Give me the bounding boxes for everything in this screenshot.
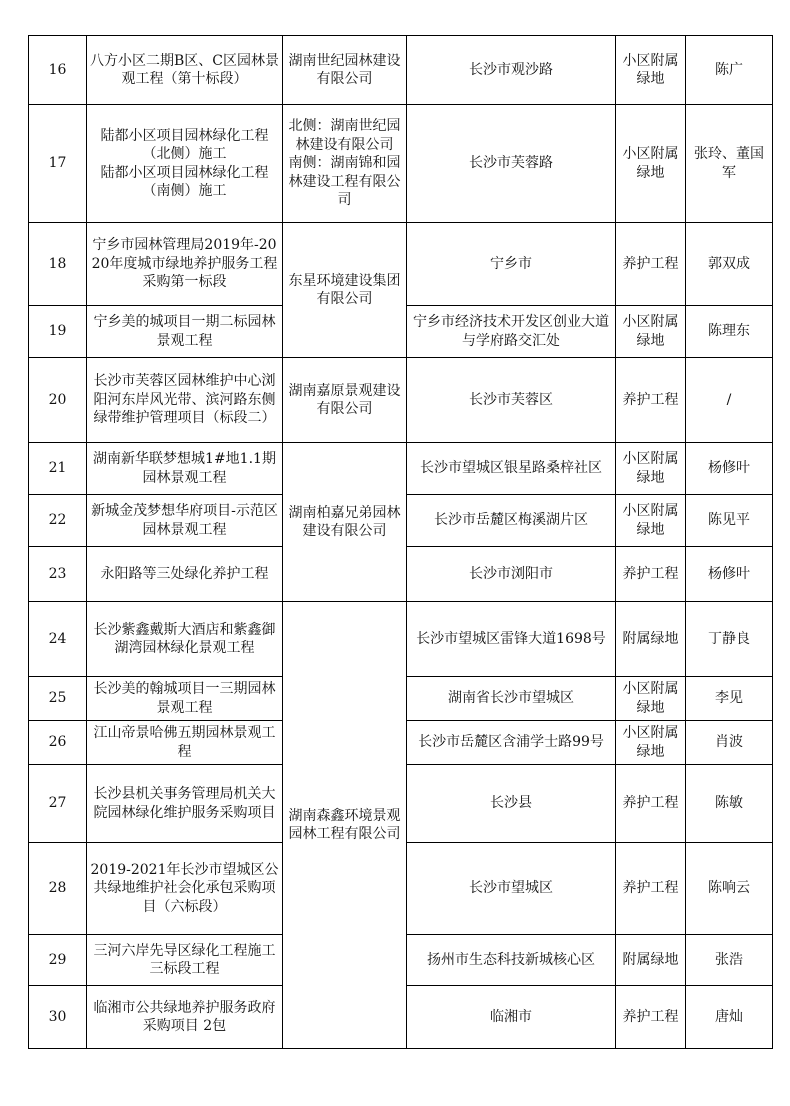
green-type: 小区附属绿地 <box>616 495 686 547</box>
row-number: 22 <box>29 495 87 547</box>
table-row <box>29 602 773 677</box>
row-number: 24 <box>29 602 87 677</box>
green-type: 小区附属绿地 <box>616 105 686 223</box>
project-name-line: 陆都小区项目园林绿化工程（北侧）施工 <box>100 127 269 162</box>
green-type: 养护工程 <box>616 358 686 443</box>
location: 长沙市浏阳市 <box>407 547 616 602</box>
location: 临湘市 <box>407 986 616 1049</box>
project-name: 江山帝景哈佛五期园林景观工程 <box>87 721 283 765</box>
location: 扬州市生态科技新城核心区 <box>407 935 616 986</box>
green-type: 小区附属绿地 <box>616 36 686 105</box>
row-number: 23 <box>29 547 87 602</box>
location: 长沙市芙蓉区 <box>407 358 616 443</box>
project-name: 三河六岸先导区绿化工程施工三标段工程 <box>87 935 283 986</box>
table-row <box>29 358 773 443</box>
table-row <box>29 105 773 223</box>
green-type: 小区附属绿地 <box>616 677 686 721</box>
project-name <box>87 105 283 223</box>
location: 长沙县 <box>407 765 616 843</box>
row-number: 20 <box>29 358 87 443</box>
project-name-line: 陆都小区项目园林绿化工程（南侧）施工 <box>100 164 269 199</box>
table-row <box>29 443 773 495</box>
manager: / <box>686 358 773 443</box>
green-type: 小区附属绿地 <box>616 306 686 358</box>
manager: 丁静良 <box>686 602 773 677</box>
location: 宁乡市经济技术开发区创业大道与学府路交汇处 <box>407 306 616 358</box>
row-number: 21 <box>29 443 87 495</box>
manager: 陈见平 <box>686 495 773 547</box>
manager: 李见 <box>686 677 773 721</box>
green-type: 小区附属绿地 <box>616 443 686 495</box>
location: 长沙市望城区雷锋大道1698号 <box>407 602 616 677</box>
row-number: 16 <box>29 36 87 105</box>
manager: 杨修叶 <box>686 547 773 602</box>
manager: 张玲、董国军 <box>686 105 773 223</box>
project-name: 永阳路等三处绿化养护工程 <box>87 547 283 602</box>
project-name: 宁乡美的城项目一期二标园林景观工程 <box>87 306 283 358</box>
green-type: 养护工程 <box>616 843 686 935</box>
manager: 郭双成 <box>686 223 773 306</box>
green-type: 附属绿地 <box>616 602 686 677</box>
row-number: 17 <box>29 105 87 223</box>
green-type: 养护工程 <box>616 223 686 306</box>
project-name: 八方小区二期B区、C区园林景观工程（第十标段） <box>87 36 283 105</box>
manager: 张浩 <box>686 935 773 986</box>
manager: 肖波 <box>686 721 773 765</box>
location: 长沙市岳麓区梅溪湖片区 <box>407 495 616 547</box>
row-number: 25 <box>29 677 87 721</box>
project-name: 新城金茂梦想华府项目-示范区园林景观工程 <box>87 495 283 547</box>
project-name: 临湘市公共绿地养护服务政府采购项目 2包 <box>87 986 283 1049</box>
location: 长沙市芙蓉路 <box>407 105 616 223</box>
project-name: 长沙县机关事务管理局机关大院园林绿化维护服务采购项目 <box>87 765 283 843</box>
company-name-line: 北侧：湖南世纪园林建设有限公司 <box>288 118 401 153</box>
company-name: 湖南世纪园林建设有限公司 <box>283 36 407 105</box>
manager: 陈广 <box>686 36 773 105</box>
manager: 杨修叶 <box>686 443 773 495</box>
company-name: 湖南森鑫环境景观园林工程有限公司 <box>283 602 407 1049</box>
table-row <box>29 223 773 306</box>
company-name: 东星环境建设集团有限公司 <box>283 223 407 358</box>
company-name: 湖南柏嘉兄弟园林建设有限公司 <box>283 443 407 602</box>
manager: 陈敏 <box>686 765 773 843</box>
green-type: 附属绿地 <box>616 935 686 986</box>
location: 长沙市岳麓区含浦学士路99号 <box>407 721 616 765</box>
project-name: 湖南新华联梦想城1#地1.1期园林景观工程 <box>87 443 283 495</box>
location: 长沙市望城区银星路桑梓社区 <box>407 443 616 495</box>
row-number: 26 <box>29 721 87 765</box>
company-name <box>283 105 407 223</box>
project-name: 长沙美的翰城项目一三期园林景观工程 <box>87 677 283 721</box>
green-type: 小区附属绿地 <box>616 721 686 765</box>
manager: 陈理东 <box>686 306 773 358</box>
company-name-line: 南侧：湖南锦和园林建设工程有限公司 <box>288 155 401 209</box>
row-number: 27 <box>29 765 87 843</box>
location: 长沙市望城区 <box>407 843 616 935</box>
row-number: 30 <box>29 986 87 1049</box>
row-number: 28 <box>29 843 87 935</box>
location: 宁乡市 <box>407 223 616 306</box>
manager: 陈响云 <box>686 843 773 935</box>
row-number: 19 <box>29 306 87 358</box>
row-number: 18 <box>29 223 87 306</box>
row-number: 29 <box>29 935 87 986</box>
project-name: 宁乡市园林管理局2019年-2020年度城市绿地养护服务工程采购第一标段 <box>87 223 283 306</box>
project-name: 2019-2021年长沙市望城区公共绿地维护社会化承包采购项目（六标段） <box>87 843 283 935</box>
location: 长沙市观沙路 <box>407 36 616 105</box>
green-type: 养护工程 <box>616 765 686 843</box>
green-type: 养护工程 <box>616 547 686 602</box>
project-name: 长沙市芙蓉区园林维护中心浏阳河东岸风光带、滨河路东侧绿带维护管理项目（标段二） <box>87 358 283 443</box>
table-row <box>29 36 773 105</box>
green-type: 养护工程 <box>616 986 686 1049</box>
company-name: 湖南嘉原景观建设有限公司 <box>283 358 407 443</box>
project-name: 长沙紫鑫戴斯大酒店和紫鑫御湖湾园林绿化景观工程 <box>87 602 283 677</box>
manager: 唐灿 <box>686 986 773 1049</box>
location: 湖南省长沙市望城区 <box>407 677 616 721</box>
project-table <box>28 35 773 1049</box>
